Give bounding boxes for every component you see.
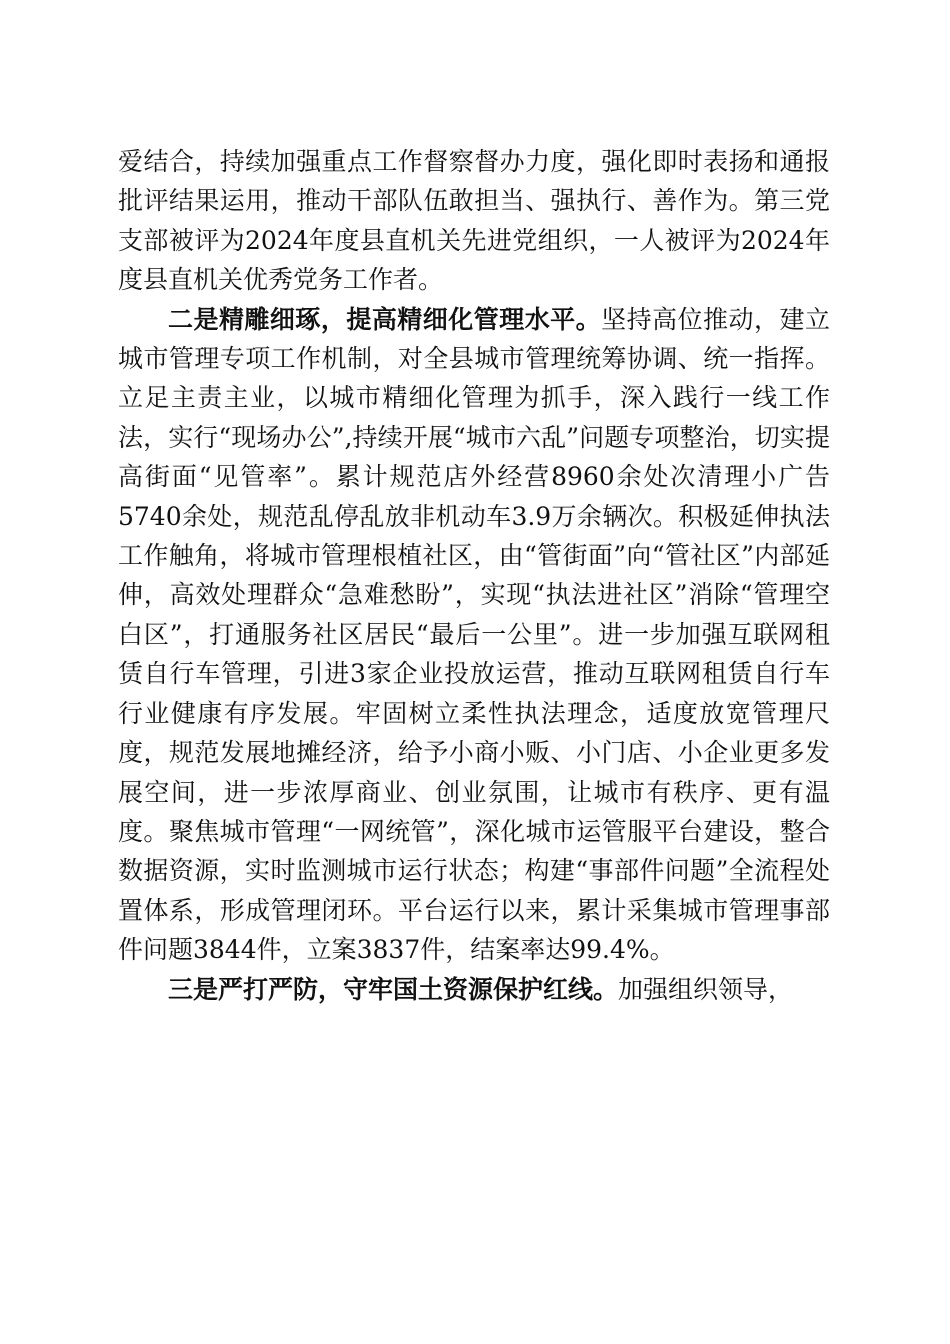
paragraph-lead-heading: 二是精雕细琢，提高精细化管理水平。 <box>168 304 602 334</box>
paragraph-lead-heading: 三是严打严防，守牢国土资源保护红线。 <box>168 974 619 1004</box>
paragraph-body: 加强组织领导， <box>618 974 794 1004</box>
paragraph-continuation <box>118 142 830 300</box>
paragraph-body: 坚持高位推动，建立城市管理专项工作机制，对全县城市管理统筹协调、统一指挥。立足主责主业，以城市精细化管理为抓手，深入践行一线工作法，实行“现场办公”,持续开展“城市六乱”问题专项整治，切实提高街面“见管率”。累计规范店外经营8960余处次清理小广告5740余处，规范乱停乱放非机动车3.9万余辆次。积极延伸执法工作触角，将城市管理根植社区，由“管街面”向“管社区”内部延伸，高效处理群众“急难愁盼”，实现“执法进社区”消除“管理空白区”，打通服务社区居民“最后一公里”。进一步加强互联网租赁自行车管理，引进3家企业投放运营，推动互联网租赁自行车行业健康有序发展。牢固树立柔性执法理念，适度放宽管理尺度，规范发展地摊经济，给予小商小贩、小门店、小企业更多发展空间，进一步浓厚商业、创业氛围，让城市有秩序、更有温度。聚焦城市管理“一网统管”，深化城市运管服平台建设，整合数据资源，实时监测城市运行状态；构建“事部件问题”全流程处置体系，形成管理闭环。平台运行以来，累计采集城市管理事部件问题3844件，立案3837件，结案率达99.4%。 <box>118 304 830 965</box>
paragraph-fine-management <box>118 300 830 970</box>
paragraph-body: 爱结合，持续加强重点工作督察督办力度，强化即时表扬和通报批评结果运用，推动干部队伍敢担当、强执行、善作为。第三党支部被评为2024年度县直机关先进党组织，一人被评为2024年度县直机关优秀党务工作者。 <box>118 147 830 295</box>
paragraph-land-protection <box>118 970 830 1009</box>
document-page <box>118 142 830 1009</box>
